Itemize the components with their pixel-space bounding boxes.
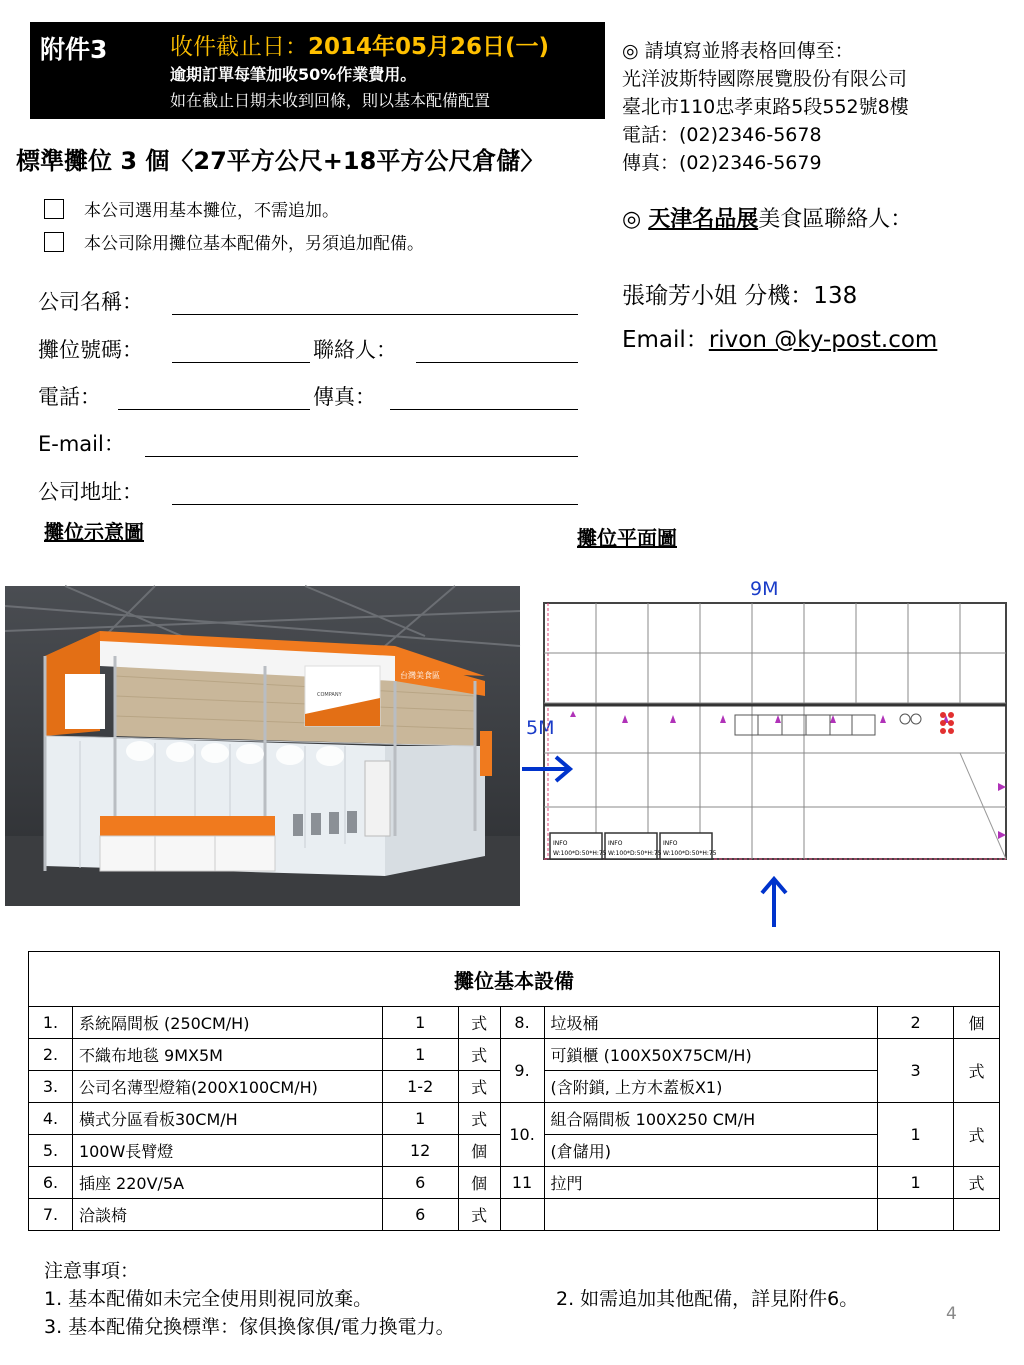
contact-instruction: ◎ 請填寫並將表格回傳至： [622,40,854,62]
floorplan-heading: 攤位平面圖 [577,526,677,550]
booth-no-field[interactable] [172,362,310,363]
contact-phone: 電話：(02)2346-5678 [622,124,822,146]
contact-email: Email：rivon @ky-post.com [622,327,938,353]
note-1: 1. 基本配備如未完全使用則視同放棄。 [44,1288,373,1310]
width-dimension-label: 9M [750,578,779,600]
table-row: 7. 洽談椅 6 式 [29,1199,1000,1231]
email-link[interactable]: rivon @ky-post.com [708,327,938,353]
info-counter-2-dims: W:100*D:50*H:75 [608,850,662,857]
contact-person-label: 聯絡人： [313,338,397,362]
address-field[interactable] [172,504,578,505]
fax-label: 傳真： [313,385,376,409]
deadline-text: 收件截止日：2014年05月26日(一) [170,34,550,60]
note-3: 3. 基本配備兌換標準：傢俱換傢俱/電力換電力。 [44,1316,455,1338]
event-name: 天津名品展 [648,207,759,232]
info-counter-3-label: INFO [663,840,678,847]
phone-label: 電話： [38,385,101,409]
table-row: 4. 橫式分區看板30CM/H 1 式 10. 組合隔間板 100X250 CM/H 1 式 [29,1103,1000,1135]
attachment-label: 附件3 [40,35,108,64]
option-basic-checkbox[interactable] [44,199,64,219]
contact-address: 臺北市110忠孝東路5段552號8樓 [622,96,909,118]
table-title: 攤位基本設備 [29,952,1000,1007]
equipment-table [28,951,1000,1231]
booth-floorplan [526,575,1020,940]
company-sign-text: COMPANY [317,692,342,698]
table-row: 5. 100W長臂燈 12 個 (倉儲用) [29,1135,1000,1167]
company-name-label: 公司名稱： [38,290,143,314]
fax-field[interactable] [390,409,578,410]
default-config-text: 如在截止日期未收到回條，則以基本配備配置 [170,91,491,110]
table-row: 1. 系統隔間板 (250CM/H) 1 式 8. 垃圾桶 2 個 [29,1007,1000,1039]
option-basic-label: 本公司選用基本攤位，不需追加。 [84,201,339,221]
booth-rendering [5,586,520,906]
phone-field[interactable] [118,409,310,410]
contact-company: 光洋波斯特國際展覽股份有限公司 [622,68,908,90]
booth-no-label: 攤位號碼： [38,338,143,362]
table-row: 3. 公司名薄型燈箱(200X100CM/H) 1-2 式 (含附鎖, 上方木蓋板X1) [29,1071,1000,1103]
deadline-banner [30,22,605,119]
email-field[interactable] [145,456,578,457]
late-fee-text: 逾期訂單每筆加收50%作業費用。 [170,65,417,84]
contact-fax: 傳真：(02)2346-5679 [622,152,822,174]
note-2: 2. 如需追加其他配備，詳見附件6。 [556,1288,859,1310]
page-title: 標準攤位 3 個〈27平方公尺+18平方公尺倉儲〉 [16,147,545,175]
email-label: E-mail： [38,432,125,456]
option-extra-label: 本公司除用攤位基本配備外，另須追加配備。 [84,234,424,254]
contact-person: 張瑜芳小姐 分機：138 [622,283,858,309]
banner-text: 台灣美食區 [400,671,440,680]
info-counter-3-dims: W:100*D:50*H:75 [663,850,717,857]
info-counter-1-dims: W:100*D:50*H:75 [553,850,607,857]
event-contact-heading: ◎ 天津名品展美食區聯絡人： [622,207,913,232]
table-row: 6. 插座 220V/5A 6 個 11 拉門 1 式 [29,1167,1000,1199]
company-name-field[interactable] [172,314,578,315]
depth-dimension-label: 5M [526,717,555,739]
info-counter-1-label: INFO [553,840,568,847]
page-number: 4 [946,1304,957,1324]
illustration-heading: 攤位示意圖 [44,520,144,544]
address-label: 公司地址： [38,480,143,504]
table-row: 2. 不織布地毯 9MX5M 1 式 9. 可鎖櫃 (100X50X75CM/H) 3 式 [29,1039,1000,1071]
option-extra-checkbox[interactable] [44,232,64,252]
info-counter-2-label: INFO [608,840,623,847]
notes-heading: 注意事項： [44,1260,140,1282]
contact-person-field[interactable] [416,362,578,363]
